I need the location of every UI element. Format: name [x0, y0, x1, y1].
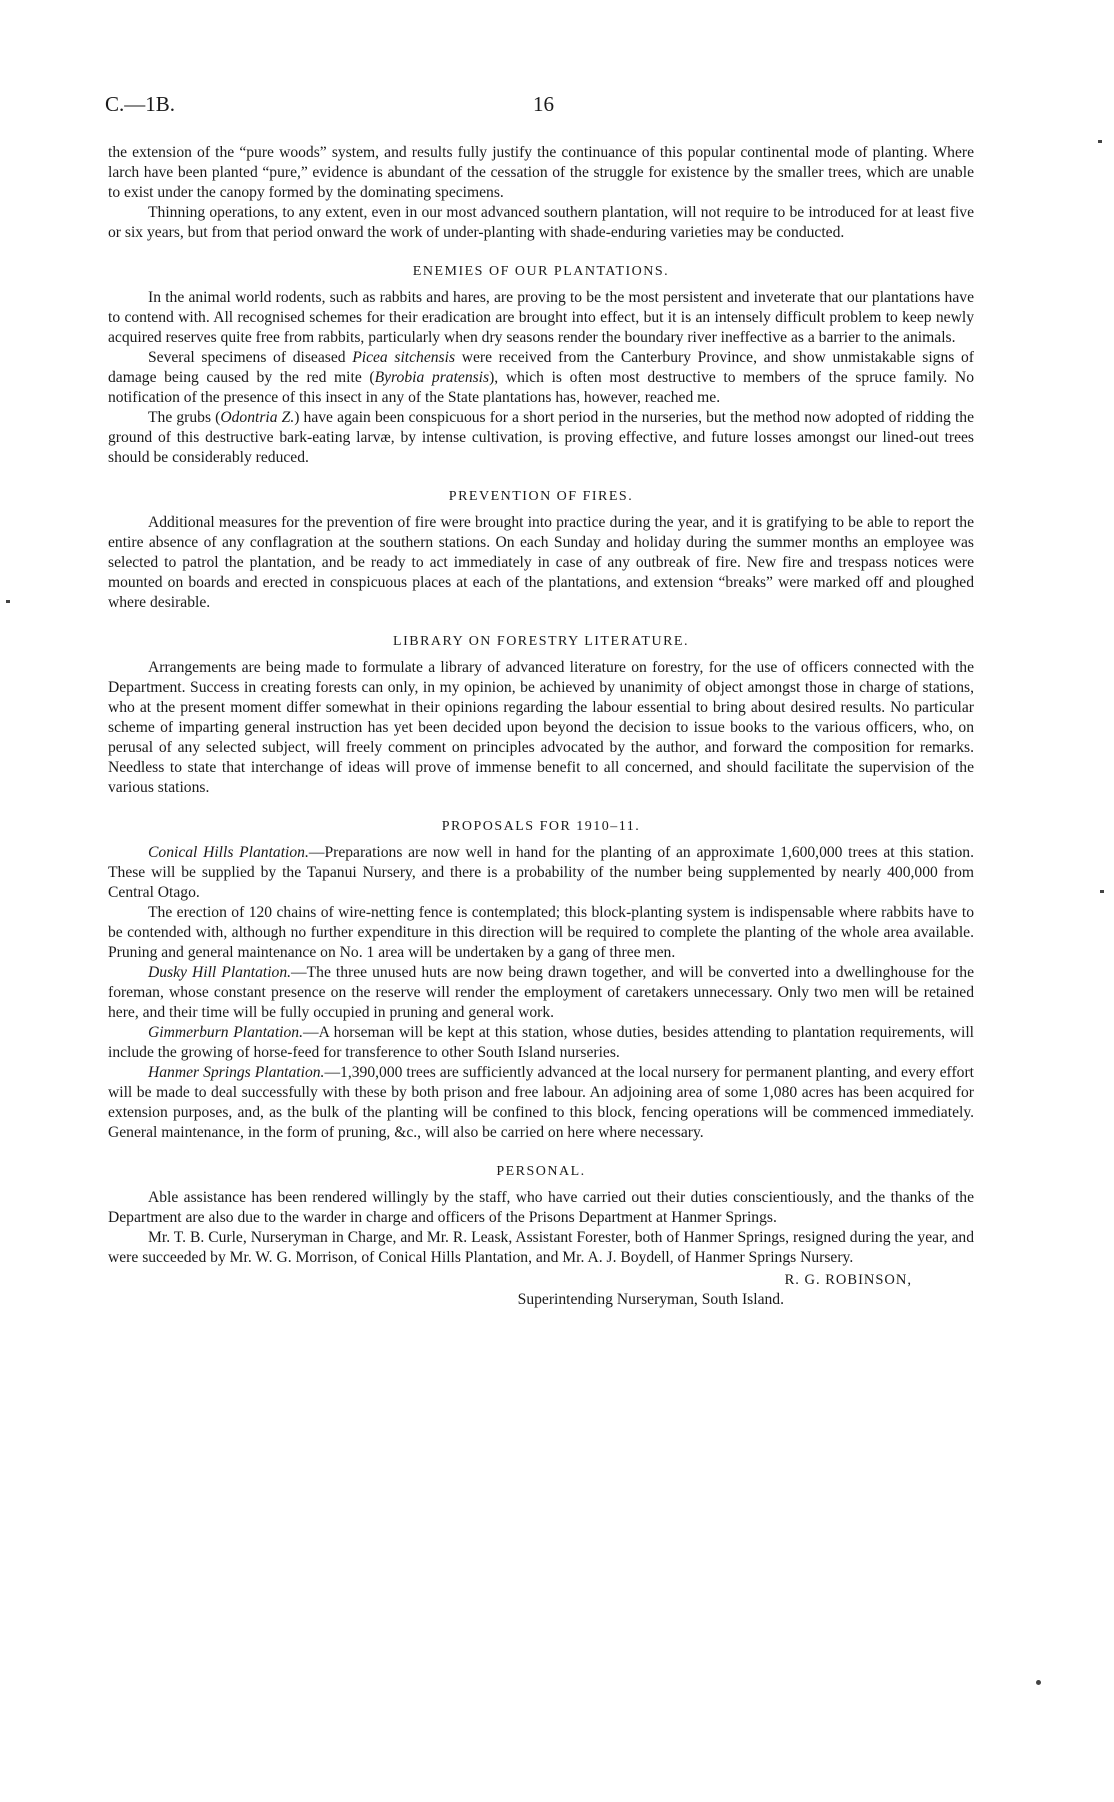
- proposal-gimmerburn: Gimmerburn Plantation.—A horseman will be kept at this station, whose duties, besides attending to plantation requirements, will include the growing of horse-feed for transference to other South Island nurseries.: [108, 1024, 975, 1061]
- section-heading-fires: PREVENTION OF FIRES.: [448, 489, 634, 504]
- section-heading-enemies: ENEMIES OF OUR PLANTATIONS.: [412, 264, 670, 279]
- enemies-paragraph-3: The grubs (Odontria Z.) have again been conspicuous for a short period in the nurseries, but the method now adopted of ridding the ground of this destructive bark-eating larvæ, by intense cultivation, is proving effective, and future losses amongst our lined-out trees should be considerably reduced.: [108, 409, 974, 466]
- scan-speck: [1036, 1680, 1041, 1685]
- proposal-hanmer-springs: Hanmer Springs Plantation.—1,390,000 trees are sufficiently advanced at the local nursery for permanent planting, and every effort will be made to deal successfully with these by both prison and free labour. An adjoining area of some 1,080 acres has been acquired for extension purposes, and, as the bulk of the planting will be confined to this block, fencing operations will be commenced immediately. General maintenance, in the form of pruning, &c., will also be carried on here where necessary.: [108, 1064, 974, 1141]
- intro-paragraph-1: the extension of the “pure woods” system, and results fully justify the continuance of this popular continental mode of planting. Where larch have been planted “pure,” evidence is abundant of the cessation of the struggle for existence by the smaller trees, which are unable to exist under the canopy formed by the dominating specimens.: [108, 144, 974, 201]
- plantation-title: Conical Hills Plantation.: [148, 844, 309, 861]
- plantation-title: Gimmerburn Plantation.: [148, 1024, 303, 1041]
- signature-block: [108, 1270, 974, 1310]
- proposal-conical-hills: Conical Hills Plantation.—Preparations are now well in hand for the planting of an approximate 1,600,000 trees at this station. These will be supplied by the Tapanui Nursery, and there is a probability of the number being supplemented by nearly 400,000 from Central Otago.: [108, 844, 975, 901]
- plantation-title: Dusky Hill Plantation.: [148, 964, 292, 981]
- signature-title: Superintending Nurseryman, South Island.: [517, 1291, 784, 1308]
- species-name: Byrobia pratensis: [374, 369, 490, 386]
- personal-paragraph-2: Mr. T. B. Curle, Nurseryman in Charge, and Mr. R. Leask, Assistant Forester, both of Hanmer Springs, resigned during the year, and were succeeded by Mr. W. G. Morrison, of Conical Hills Plantation, and Mr. A. J. Boydell, of Hanmer Springs Nursery.: [108, 1229, 974, 1266]
- section-heading-personal: PERSONAL.: [496, 1164, 586, 1179]
- scan-speck: [6, 600, 10, 603]
- plantation-title: Hanmer Springs Plantation.: [148, 1064, 325, 1081]
- fires-paragraph: Additional measures for the prevention of fire were brought into practice during the year, and it is gratifying to be able to report the entire absence of any conflagration at the southern stations. On each Sunday and holiday during the summer months an employee was selected to patrol the plantation, and be ready to act immediately in case of any outbreak of fire. New fire and trespass notices were mounted on boards and erected in conspicuous places at each of the plantations, and extension “breaks” were marked off and ploughed where desirable.: [108, 514, 974, 611]
- species-name: Odontria Z.: [220, 409, 295, 426]
- intro-paragraph-2: Thinning operations, to any extent, even in our most advanced southern plantation, will not require to be introduced for at least five or six years, but from that period onward the work of under-planting with shade-enduring varieties may be conducted.: [108, 204, 974, 241]
- scan-speck: [1098, 140, 1102, 143]
- enemies-paragraph-1: In the animal world rodents, such as rabbits and hares, are proving to be the most persistent and inveterate that our plantations have to contend with. All recognised schemes for their eradication are brought into effect, but it is an intensely difficult problem to keep newly acquired reserves quite free from rabbits, particularly when dry seasons render the boundary river ineffective as a barrier to the animals.: [108, 289, 974, 346]
- proposal-wire-netting: The erection of 120 chains of wire-netting fence is contemplated; this block-planting system is indispensable where rabbits have to be contended with, although no further expenditure in this direction will be required to complete the planting of the whole area available. Pruning and general maintenance on No. 1 area will be undertaken by a gang of three men.: [108, 904, 974, 961]
- document-code: C.—1B.: [105, 92, 176, 116]
- section-heading-library: LIBRARY ON FORESTRY LITERATURE.: [393, 634, 689, 649]
- enemies-paragraph-2: Several specimens of diseased Picea sitchensis were received from the Canterbury Province, and show unmistakable signs of damage being caused by the red mite (Byrobia pratensis), which is often most destructive to members of the spruce family. No notification of the presence of this insect in any of the State plantations has, however, reached me.: [108, 349, 974, 406]
- page-body: [108, 143, 974, 1310]
- library-paragraph: Arrangements are being made to formulate a library of advanced literature on forestry, for the use of officers connected with the Department. Success in creating forests can only, in my opinion, be achieved by unanimity of object amongst those in charge of stations, who at the present moment differ somewhat in their opinions regarding the labour essential to bring about desired results. No particular scheme of imparting general instruction has yet been decided upon beyond the decision to issue books to the various officers, who, on perusal of any selected subject, will freely comment on principles advocated by the author, and forward the composition for remarks. Needless to state that interchange of ideas will prove of immense benefit to all concerned, and should facilitate the supervision of the various stations.: [108, 659, 974, 796]
- personal-paragraph-1: Able assistance has been rendered willingly by the staff, who have carried out their duties conscientiously, and the thanks of the Department are also due to the warder in charge and officers of the Prisons Department at Hanmer Springs.: [108, 1189, 974, 1226]
- signature-name: R. G. ROBINSON,: [784, 1272, 912, 1288]
- scan-speck: [1100, 890, 1104, 893]
- page-number: 16: [533, 92, 554, 116]
- section-heading-proposals: PROPOSALS FOR 1910–11.: [441, 819, 641, 834]
- proposal-dusky-hill: Dusky Hill Plantation.—The three unused huts are now being drawn together, and will be converted into a dwellinghouse for the foreman, whose constant presence on the reserve will render the employment of caretakers unnecessary. Only two men will be retained here, and their time will be fully occupied in pruning and general work.: [108, 964, 975, 1021]
- species-name: Picea sitchensis: [352, 349, 456, 366]
- page-header: [105, 92, 975, 122]
